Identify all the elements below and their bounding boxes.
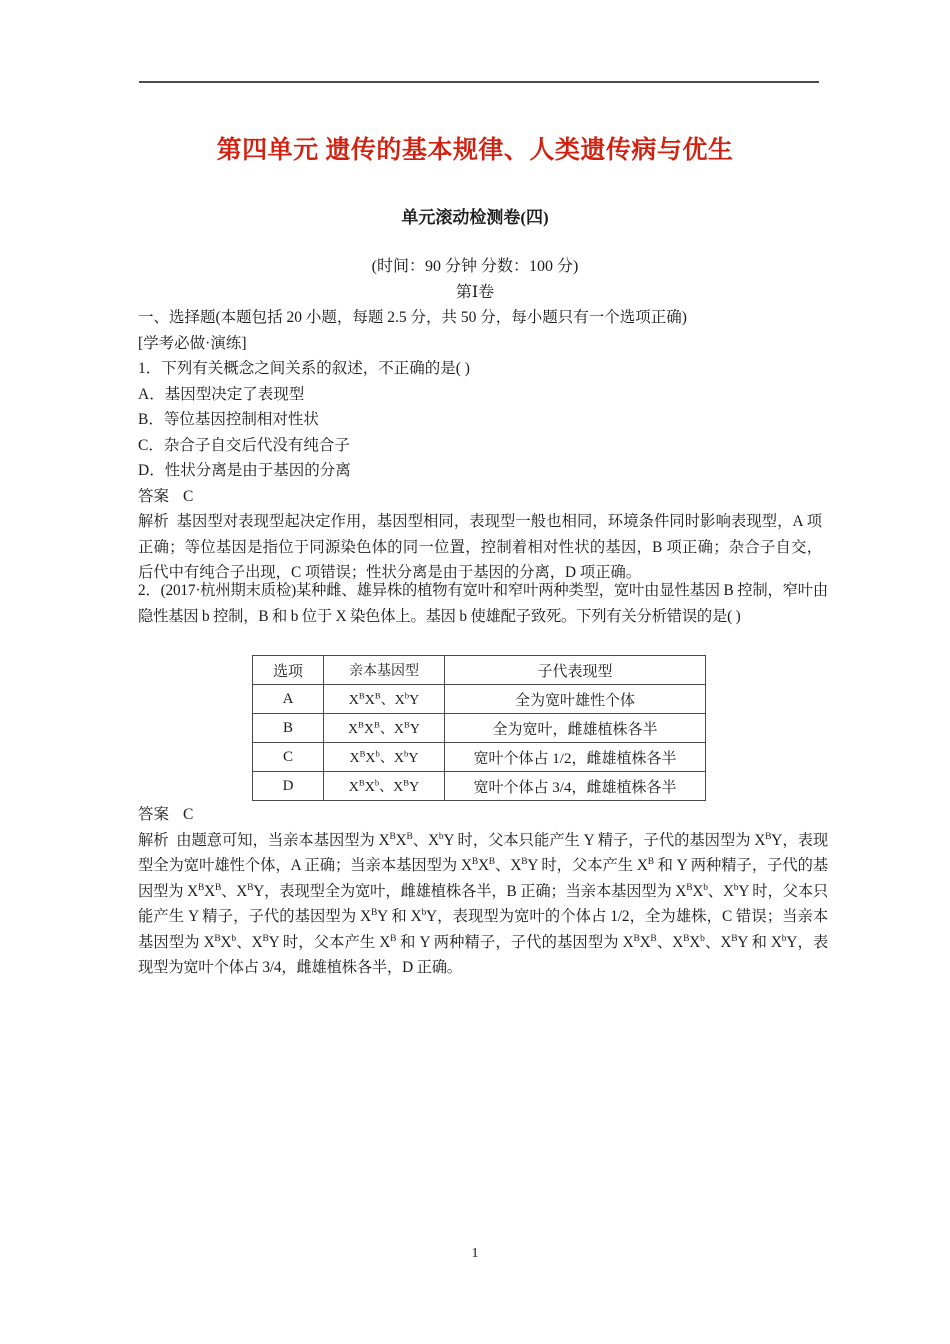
question-2-analysis xyxy=(138,828,828,981)
section-label: 第Ⅰ卷 xyxy=(455,284,495,301)
page-title: 第四单元 遗传的基本规律、人类遗传病与优生 xyxy=(216,137,734,164)
question-1-option-a: A．基因型决定了表现型 xyxy=(138,385,305,403)
table-row xyxy=(253,743,706,772)
table-header-option: 选项 xyxy=(253,656,324,685)
question-1-answer-label: 答案 xyxy=(138,487,170,505)
row-phenotype: 宽叶个体占 1/2，雌雄植株各半 xyxy=(445,743,706,772)
question-2-stem: 2．(2017·杭州期末质检)某种雌、雄异株的植物有宽叶和窄叶两种类型，宽叶由显性基因 B 控制，窄叶由隐性基因 b 控制，B 和 b 位于 X 染色体上。基因 b 使雄配子致死。下列有关分析错误的是( ) xyxy=(138,582,828,625)
section-one-block xyxy=(138,305,822,586)
exam-meta: (时间：90 分钟 分数：100 分) xyxy=(371,258,579,275)
question-2-analysis-label: 解析 xyxy=(138,831,169,849)
row-genotype: $X^BX^B$、$X^bY$ xyxy=(324,685,445,714)
question-1-analysis xyxy=(138,509,822,586)
header-rule xyxy=(139,81,819,83)
question-1-option-c: C．杂合子自交后代没有纯合子 xyxy=(138,436,350,454)
question-1-option-d: D．性状分离是由于基因的分离 xyxy=(138,462,351,479)
row-phenotype: 全为宽叶，雌雄植株各半 xyxy=(445,714,706,743)
question-1-option-b: B．等位基因控制相对性状 xyxy=(138,411,319,428)
table-row xyxy=(253,685,706,714)
question-1-answer-row xyxy=(138,484,822,510)
table-header-genotype: 亲本基因型 xyxy=(324,656,445,685)
row-genotype: $X^BX^b$、$X^bY$ xyxy=(324,743,445,772)
document-subtitle: 单元滚动检测卷(四) xyxy=(401,208,549,227)
table-header-row xyxy=(253,656,706,685)
row-option: A xyxy=(253,685,324,714)
question-2-answer-label: 答案 xyxy=(138,806,170,823)
question-1-stem: 1．下列有关概念之间关系的叙述，不正确的是( ) xyxy=(138,360,470,377)
question-1-analysis-text: 基因型对表现型起决定作用，基因型相同，表现型一般也相同，环境条件同时影响表现型，A 项正确；等位基因是指位于同源染色体的同一位置，控制着相对性状的基因，B 项正确；杂合子自交，后代中有纯合子出现，C 项错误；性状分离是由于基因的分离，D 项正确。 xyxy=(138,513,822,581)
question-1-answer-value: C xyxy=(183,487,194,505)
page-number: 1 xyxy=(471,1246,479,1261)
row-genotype: $X^BX^b$、$X^BY$ xyxy=(324,772,445,801)
question-2-answer-row xyxy=(138,802,828,828)
row-phenotype: 全为宽叶雄性个体 xyxy=(445,685,706,714)
row-phenotype: 宽叶个体占 3/4，雌雄植株各半 xyxy=(445,772,706,801)
instructions-line-1: 一、选择题(本题包括 20 小题，每题 2.5 分，共 50 分，每小题只有一个选项正确) xyxy=(138,309,687,326)
question-1-analysis-label: 解析 xyxy=(138,513,169,530)
row-option: C xyxy=(253,743,324,772)
table-body xyxy=(253,685,706,801)
question-2-table xyxy=(252,655,706,801)
question-2-analysis-text: 由题意可知，当亲本基因型为 $X^BX^B$、$X^bY$ 时，父本只能产生 Y 精子，子代的基因型为 $X^BY$，表现型全为宽叶雄性个体，A 正确；当亲本基因型为 $X^BX^B$、$X^BY$ 时，父本产生 $X^B$ 和 Y 两种精子，子代的基因型为 $X^BX^B$、$X^BY$，表现型全为宽叶，雌雄植株各半，B 正确；当亲本基因型为 $X^BX^b$、$X^bY$ 时，父本只能产生 Y 精子，子代的基因型为 $X^BY$ 和 $X^bY$，表现型为宽叶的个体占 1/2，全为雄株，C 错误；当亲本基因型为 $X^BX^b$、$X^BY$ 时，父本产生 $X^B$ 和 Y 两种精子，子代的基因型为 $X^BX^B$、$X^BX^b$、$X^BY$ 和 $X^bY$，表现型为宽叶个体占 3/4，雌雄植株各半，D 正确。 xyxy=(138,831,828,976)
table-header-phenotype: 子代表现型 xyxy=(445,656,706,685)
table-row xyxy=(253,714,706,743)
row-option: D xyxy=(253,772,324,801)
question-2-block xyxy=(138,578,828,629)
table-head xyxy=(253,656,706,685)
row-option: B xyxy=(253,714,324,743)
question-2-answer-value: C xyxy=(183,806,194,823)
question-2-answer-block xyxy=(138,802,828,981)
table-row xyxy=(253,772,706,801)
instructions-line-2: [学考必做·演练] xyxy=(138,334,247,352)
row-genotype: $X^BX^B$、$X^BY$ xyxy=(324,714,445,743)
question-2-table-wrap xyxy=(252,655,706,801)
